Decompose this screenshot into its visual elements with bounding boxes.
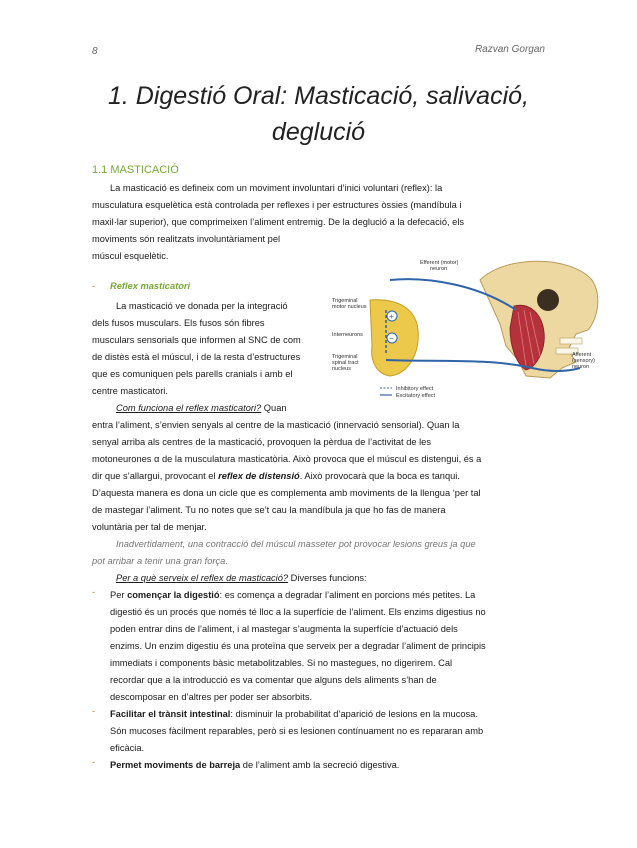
- item2-line-1: [110, 706, 478, 723]
- minus-sign: −: [389, 334, 394, 343]
- plus-sign: +: [389, 312, 394, 321]
- item1-line-6: recordar que a la introducció es va comentar que alguns dels aliments s’han de: [110, 675, 437, 685]
- subheading-reflex: Reflex masticatori: [110, 281, 191, 291]
- reflex-line-6: centre masticatori.: [92, 386, 168, 396]
- item1-line-3: poden entrar dins de l’aliment, i al mastegar s’augmenta la superfície d’actuació dels: [110, 624, 458, 634]
- list-dash-3: -: [92, 757, 96, 767]
- label-trig-spinal-2: spinal tract: [332, 360, 359, 366]
- label-afferent: Afferent: [572, 352, 592, 358]
- item1-line-2: digestió és un procés que només té lloc a la superfície de l’aliment. Els enzims digestius no: [110, 607, 486, 617]
- intro-line-5: múscul esquelètic.: [92, 251, 169, 261]
- how-question: Com funciona el reflex masticatori?: [116, 403, 262, 413]
- reflex-line-1: La masticació ve donada per la integració: [116, 301, 288, 311]
- item3-line-1: [110, 757, 399, 774]
- page-title: [92, 78, 545, 150]
- item3-text: de l’aliment amb la secreció digestiva.: [240, 760, 400, 770]
- how-line-5-post: . Això provocarà que la boca es tanqui.: [299, 471, 460, 481]
- item1-bold: començar la digestió: [127, 590, 220, 600]
- serve-after: Diverses funcions:: [288, 573, 367, 583]
- how-line-8: voluntària per tal de menjar.: [92, 522, 207, 532]
- intro-line-3: maxil·lar superior), que comprimeixen l’aliment entremig. De la deglució a la defecació, els: [92, 217, 465, 227]
- how-line-1: [116, 400, 287, 417]
- label-afferent-2: (sensory): [572, 358, 595, 364]
- intro-line-4: moviments són realitzats involuntàriament pel: [92, 234, 281, 244]
- reflex-line-4: de distès està el múscul, i de la resta d’estructures: [92, 352, 301, 362]
- label-afferent-3: neuron: [572, 364, 590, 370]
- label-efferent: Efferent (motor): [420, 260, 459, 266]
- reflex-diagram: [330, 250, 602, 400]
- how-line-6: D’aquesta manera es dona un cicle que es complementa amb moviments de la llengua ‘per tal: [92, 488, 481, 498]
- item1-line-5: immediats i components bàsic metabolitzables. Si no mastegues, no digerirem. Cal: [110, 658, 453, 668]
- note-line-1: Inadvertidament, una contracció del múscul masseter pot provocar lesions greus ja que: [116, 539, 476, 549]
- reflex-line-3: musculars sensorials que informen al SNC de com: [92, 335, 301, 345]
- how-line-2: entra l’aliment, s’envien senyals al centre de la masticació (innervació sensorial). Quan la: [92, 420, 460, 430]
- serve-question: Per a què serveix el reflex de masticació?: [116, 573, 289, 583]
- item2-bold: Facilitar el trànsit intestinal: [110, 709, 231, 719]
- intro-line-1: La masticació es defineix com un moviment involuntari d’inici voluntari (reflex): la: [110, 183, 443, 193]
- title-line-1: 1. Digestió Oral: Masticació, salivació,: [108, 82, 529, 110]
- upper-teeth: [560, 338, 582, 344]
- legend-excitatory: Excitatory effect: [396, 393, 436, 399]
- reflex-distensio: reflex de distensió: [218, 471, 300, 481]
- section-heading: 1.1 MASTICACIÓ: [92, 164, 179, 176]
- how-line-7: de mastegar l’aliment. Tu no notes que se’t cau la mandíbula ja que ho fas de manera: [92, 505, 446, 515]
- list-dash-2: -: [92, 706, 96, 716]
- how-line-5-pre: dir que s’allargui, provocant el: [92, 471, 219, 481]
- how-line-3: senyal arriba als centres de la masticació, provoquen la pèrdua de l’activitat de les: [92, 437, 432, 447]
- note-line-2: pot arribar a tenir una gran força.: [92, 556, 228, 566]
- item1-line-7: descomposar en d’altres per poder ser absorbits.: [110, 692, 313, 702]
- masticatory-reflex-figure: [330, 250, 602, 400]
- label-interneurons: Interneurons: [332, 332, 363, 338]
- title-line-2: deglució: [271, 118, 366, 146]
- how-line-5: [92, 468, 460, 485]
- item2-line-3: eficàcia.: [110, 743, 145, 753]
- item2-line-2: Són mucoses fàcilment reparables, però si es lesionen contínuament no es repararan amb: [110, 726, 484, 736]
- label-trig-motor-2: motor nucleus: [332, 304, 367, 310]
- item1-line-4: enzims. Un enzim digestiu és una proteïna que serveix per a degradar l’aliment de principis: [110, 641, 486, 651]
- item1-text: : es comença a degradar l’aliment en porcions més petites. La: [219, 590, 476, 600]
- label-trig-motor: Trigeminal: [332, 298, 358, 304]
- how-first: Quan: [261, 403, 287, 413]
- item1-line-1: [110, 587, 475, 604]
- item2-text: : disminuir la probabilitat d’aparició de lesions en la mucosa.: [230, 709, 478, 719]
- how-line-4: motoneurones α de la musculatura masticatòria. Això provoca que el múscul es distengui, és a: [92, 454, 482, 464]
- legend-inhibitory: Inhibitory effect: [396, 386, 434, 392]
- item1-pre: Per: [110, 590, 128, 600]
- eye-socket: [537, 289, 559, 311]
- label-trig-spinal: Trigeminal: [332, 354, 358, 360]
- reflex-line-5: que es comuniquen pels parells cranials i amb el: [92, 369, 293, 379]
- serve-line: [116, 570, 367, 587]
- item3-bold: Permet moviments de barreja: [110, 760, 241, 770]
- reflex-line-2: dels fusos musculars. Els fusos són fibres: [92, 318, 265, 328]
- page-number: 8: [92, 46, 98, 57]
- label-trig-spinal-3: nucleus: [332, 366, 351, 372]
- label-efferent-2: neuron: [430, 266, 448, 272]
- bullet-dash: -: [92, 281, 96, 291]
- list-dash-1: -: [92, 587, 96, 597]
- author-name: Razvan Gorgan: [474, 44, 545, 55]
- intro-line-2: musculatura esquelètica està controlada per reflexes i per estructures òssies (mandíbula i: [92, 200, 462, 210]
